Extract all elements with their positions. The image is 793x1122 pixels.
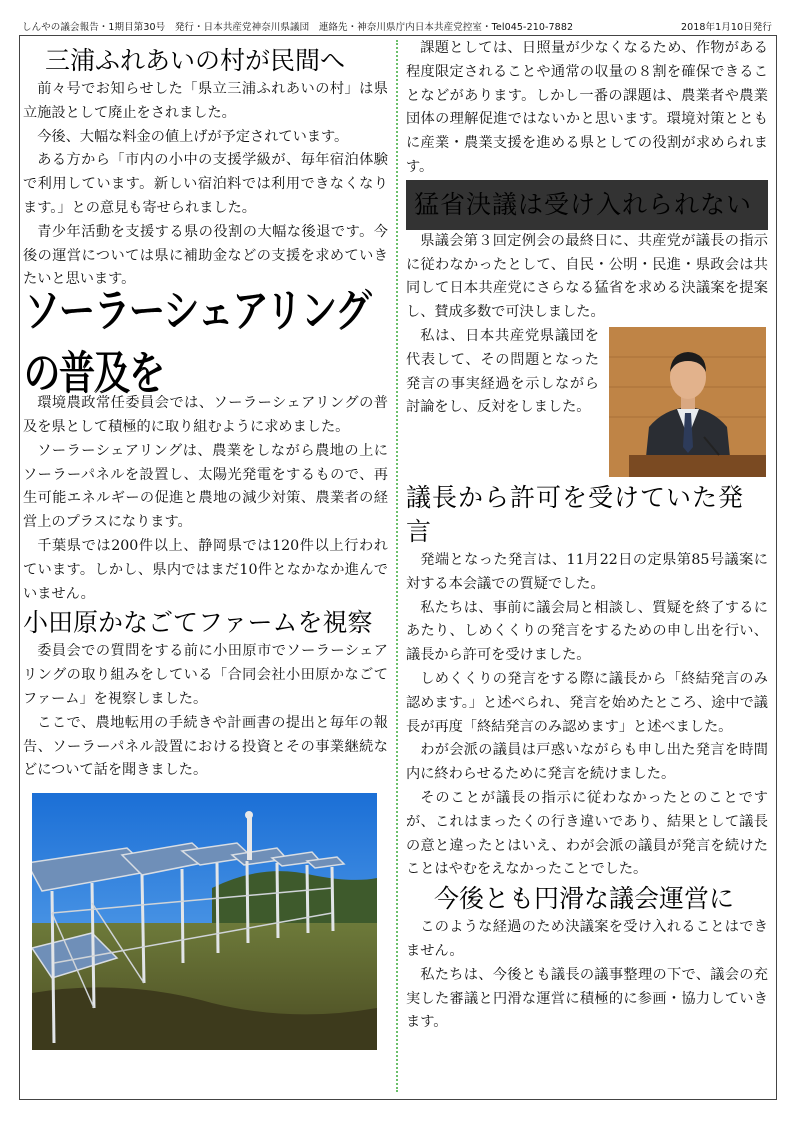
paragraph: 発端となった発言は、11月22日の定県第85号議案に対する本会議での質疑でした。 — [406, 551, 768, 592]
paragraph: 千葉県では200件以上、静岡県では120件以上行われています。しかし、県内ではまだ10件となかなか進んでいません。 — [23, 537, 388, 602]
paragraph: 青少年活動を支援する県の役割の大幅な後退です。今後の運営については県に補助金などの支援を求めていきたいと思います。 — [23, 223, 388, 288]
paragraph: しめくくりの発言をする際に議長から「終結発言のみ認めます。」と述べられ、発言を始めたところ、途中で議長が再度「終結発言のみ認めます」と述べました。 — [406, 670, 768, 735]
column-divider — [396, 40, 398, 1092]
paragraph: 私たちは、今後とも議長の議事整理の下で、議会の充実した審議と円滑な運営に積極的に参画・協力していきます。 — [406, 966, 768, 1031]
section-issues — [406, 37, 768, 180]
solar-farm-photo — [32, 793, 377, 1050]
paragraph: ソーラーシェアリングは、農業をしながら農地の上にソーラーパネルを設置し、太陽光発電をするもので、再生可能エネルギーの促進と農地の減少対策、農業者の経営上のプラスになります。 — [23, 442, 388, 531]
paragraph: このような経過のため決議案を受け入れることはできません。 — [406, 919, 768, 959]
heading-permission: 議長から許可を受けていた発言 — [406, 482, 745, 546]
paragraph: 課題としては、日照量が少なくなるため、作物がある程度限定されることや通常の収量の８割を確保できることなどがあります。しかし一番の課題は、農業者や農業団体の理解促進ではないかと思います。環境対策とともに産業・農業支援を進める県としての役割が求められます。 — [406, 40, 768, 175]
speaker-photo — [609, 327, 766, 477]
heading-miura: 三浦ふれあいの村が民間へ — [45, 46, 346, 75]
section-miura — [23, 44, 388, 292]
issue-date: 2018年1月10日発行 — [680, 22, 772, 33]
right-column — [406, 37, 768, 1035]
heading-future: 今後とも円滑な議会運営に — [434, 884, 735, 914]
paragraph: 前々号でお知らせした「県立三浦ふれあいの村」は県立施設として廃止をされました。 — [23, 81, 388, 121]
paragraph: 私たちは、事前に議会局と相談し、質疑を終了するにあたり、しめくくりの発言をするための申し出を行い、議長から許可を受けました。 — [406, 599, 768, 664]
paragraph: そのことが議長の指示に従わなかったとのことですが、これはまったくの行き違いであり、結果として議長の意と違ったとはいえ、わが会派の議員が発言を続けたことはやむをえなかったことでした。 — [406, 789, 768, 878]
heading-odawara-visit: 小田原かなごてファームを視察 — [23, 608, 373, 638]
section-future — [406, 882, 768, 1035]
paragraph: わが会派の議員は戸惑いながらも申し出た発言を時間内に終わらせるために発言を続けました。 — [406, 742, 768, 783]
paragraph: ここで、農地転用の手続きや計画書の提出と毎年の報告、ソーラーパネル設置における投資とその事業継続などについて話を聞きました。 — [23, 714, 388, 779]
masthead-text: しんやの議会報告・1期目第30号 発行・日本共産党神奈川県議団 連絡先・神奈川県庁内日本共産党控室・Tel045-210-7882 — [22, 22, 574, 33]
speaker-block — [406, 325, 768, 420]
section-solar-sharing — [23, 283, 388, 606]
section-odawara-visit — [23, 606, 388, 783]
paragraph: 県議会第３回定例会の最終日に、共産党が議長の指示に従わなかったとして、自民・公明・民進・県政会は共同して日本共産党にさらなる猛省を求める決議案を提案し、賛成多数で可決しました。 — [406, 232, 768, 321]
section-permission — [406, 481, 768, 882]
paragraph: 私は、日本共産党県議団を代表して、その問題となった発言の事実経過を示しながら討論をし、反対をしました。 — [406, 327, 599, 416]
paragraph: ある方から「市内の小中の支援学級が、毎年宿泊体験で利用しています。新しい宿泊料では利用できなくなります。」との意見も寄せられました。 — [23, 152, 388, 216]
masthead — [22, 19, 772, 33]
heading-solar-sharing: ソーラーシェアリングの普及を — [23, 283, 370, 400]
section-resolution — [406, 180, 768, 420]
paragraph: 今後、大幅な料金の値上げが予定されています。 — [37, 128, 349, 145]
paragraph: 環境農政常任委員会では、ソーラーシェアリングの普及を県として積極的に取り組むように求めました。 — [23, 395, 388, 435]
heading-resolution: 猛省決議は受け入れられない — [406, 180, 768, 230]
left-column — [23, 44, 388, 1050]
paragraph: 委員会での質問をする前に小田原市でソーラーシェアリングの取り組みをしている「合同会社小田原かなごてファーム」を視察しました。 — [23, 643, 388, 707]
